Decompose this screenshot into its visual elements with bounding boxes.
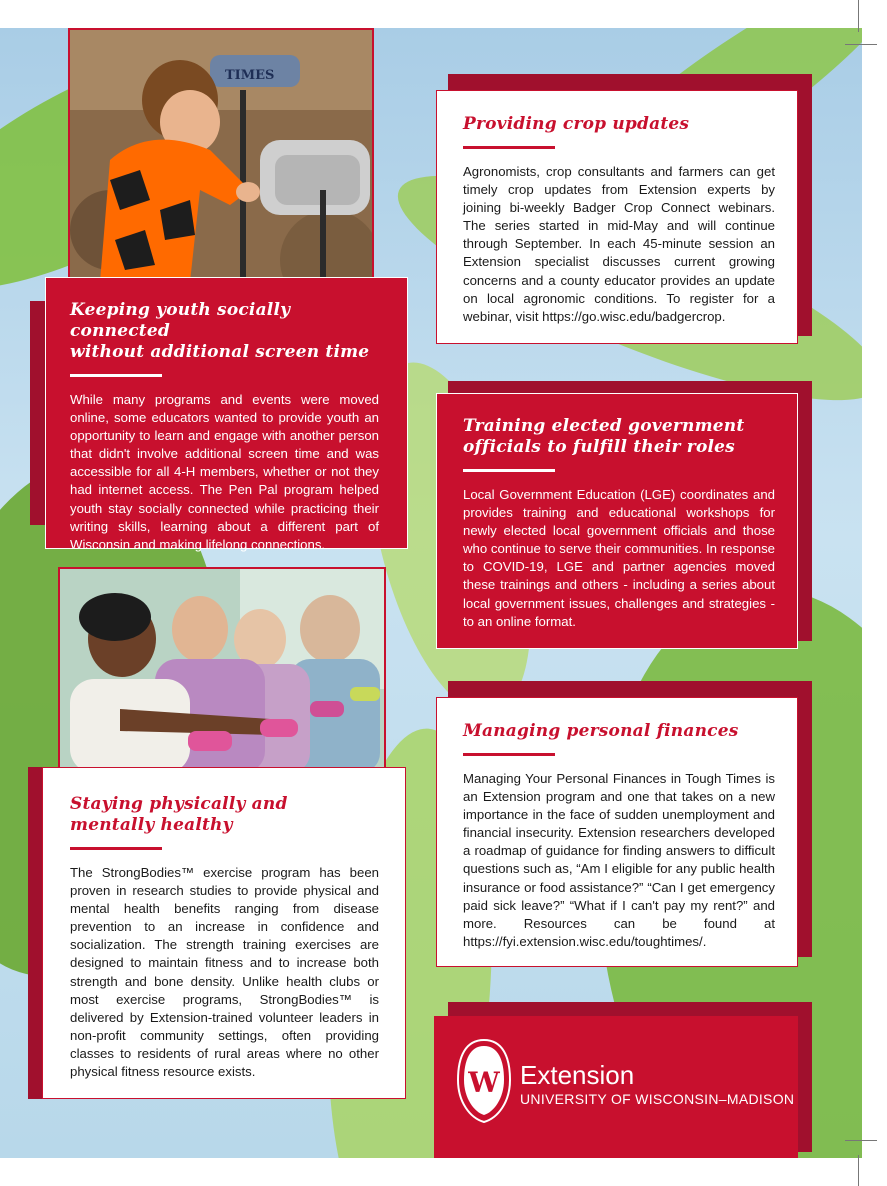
title-line: Staying physically and <box>70 794 288 814</box>
section-title <box>463 416 775 458</box>
card-youth-connected <box>30 277 408 552</box>
title-rule <box>463 753 555 756</box>
section-body: Managing Your Personal Finances in Tough Times is an Extension program and one that takes on a new importance in the face of sudden unemployment and financial insecurity. Extension researchers developed a roadmap of guidance for finding answers to difficult questions such as, “Am I eligible for any public health insurance or food assistance?” “Can I get emergency paid sick leave?” “What if I can't pay my rent?” and more. Resources can be found at https://fyi.extension.wisc.edu/toughtimes/. <box>463 771 775 949</box>
crop-mark <box>858 1155 859 1186</box>
mailbox-label: TIMES <box>225 68 275 83</box>
title-rule <box>463 146 555 149</box>
crop-mark <box>858 0 859 32</box>
title-line: without additional screen time <box>70 342 370 362</box>
card-personal-finances <box>420 681 812 967</box>
title-line: mentally healthy <box>70 815 233 835</box>
section-title <box>70 794 379 836</box>
card-extension-logo <box>420 1002 812 1158</box>
card-government-officials <box>420 381 812 649</box>
title-rule <box>70 374 162 377</box>
title-rule <box>463 469 555 472</box>
section-body: Local Government Education (LGE) coordinates and provides training and educational workshops for newly elected local government officials and those who continue to serve their communities. In response to COVID-19, LGE and partner agencies moved these trainings and others - including a series about local government issues, challenges and strategies - to an online format. <box>463 487 775 629</box>
logo-institution: UNIVERSITY OF WISCONSIN–MADISON <box>520 1091 795 1107</box>
section-title <box>70 300 379 363</box>
crest-letter: W <box>468 1066 500 1099</box>
photo-boy-mailbox <box>68 28 374 280</box>
crop-mark <box>845 44 877 45</box>
photo-exercise-class <box>58 567 386 771</box>
section-title: Managing personal finances <box>463 721 739 741</box>
section-title: Providing crop updates <box>463 114 690 134</box>
card-physical-mental-health <box>28 757 406 1099</box>
logo-name: Extension <box>520 1060 635 1090</box>
section-body: While many programs and events were moved online, some educators wanted to provide youth an opportunity to learn and engage with another person that didn't involve additional screen time and was accessible for all 4-H members, whether or not they had internet access. The Pen Pal program helped youth stay socially connected while practicing their writing skills, learning about a different part of Wisconsin and making lifelong connections. <box>70 392 379 552</box>
section-body: Agronomists, crop consultants and farmers can get timely crop updates from Extension experts by joining bi-weekly Badger Crop Connect webinars. The series started in mid-May and will continue through September. In each 45-minute session an Extension specialist discusses current growing concerns and a county educator provides an update on local agronomic conditions. To register for a webinar, visit https://go.wisc.edu/badgercrop. <box>463 164 775 324</box>
section-body: The StrongBodies™ exercise program has been proven in research studies to provide physical and mental health benefits ranging from disease prevention to an increase in confidence and socialization. The strength training exercises are designed to maintain fitness and to increase both strength and bone density. Unlike health clubs or most exercise programs, StrongBodies™ is delivered by Extension-trained volunteer leaders in non-profit community settings, often providing classes to residents of rural areas where no other physical fitness resource exists. <box>70 865 379 1080</box>
title-rule <box>70 847 162 850</box>
title-line: Training elected government <box>463 416 745 436</box>
title-line: officials to fulfill their roles <box>463 437 735 457</box>
crop-mark <box>845 1140 877 1141</box>
card-crop-updates <box>420 74 812 346</box>
uw-crest-icon <box>456 1038 512 1124</box>
title-line: Keeping youth socially connected <box>70 300 291 341</box>
